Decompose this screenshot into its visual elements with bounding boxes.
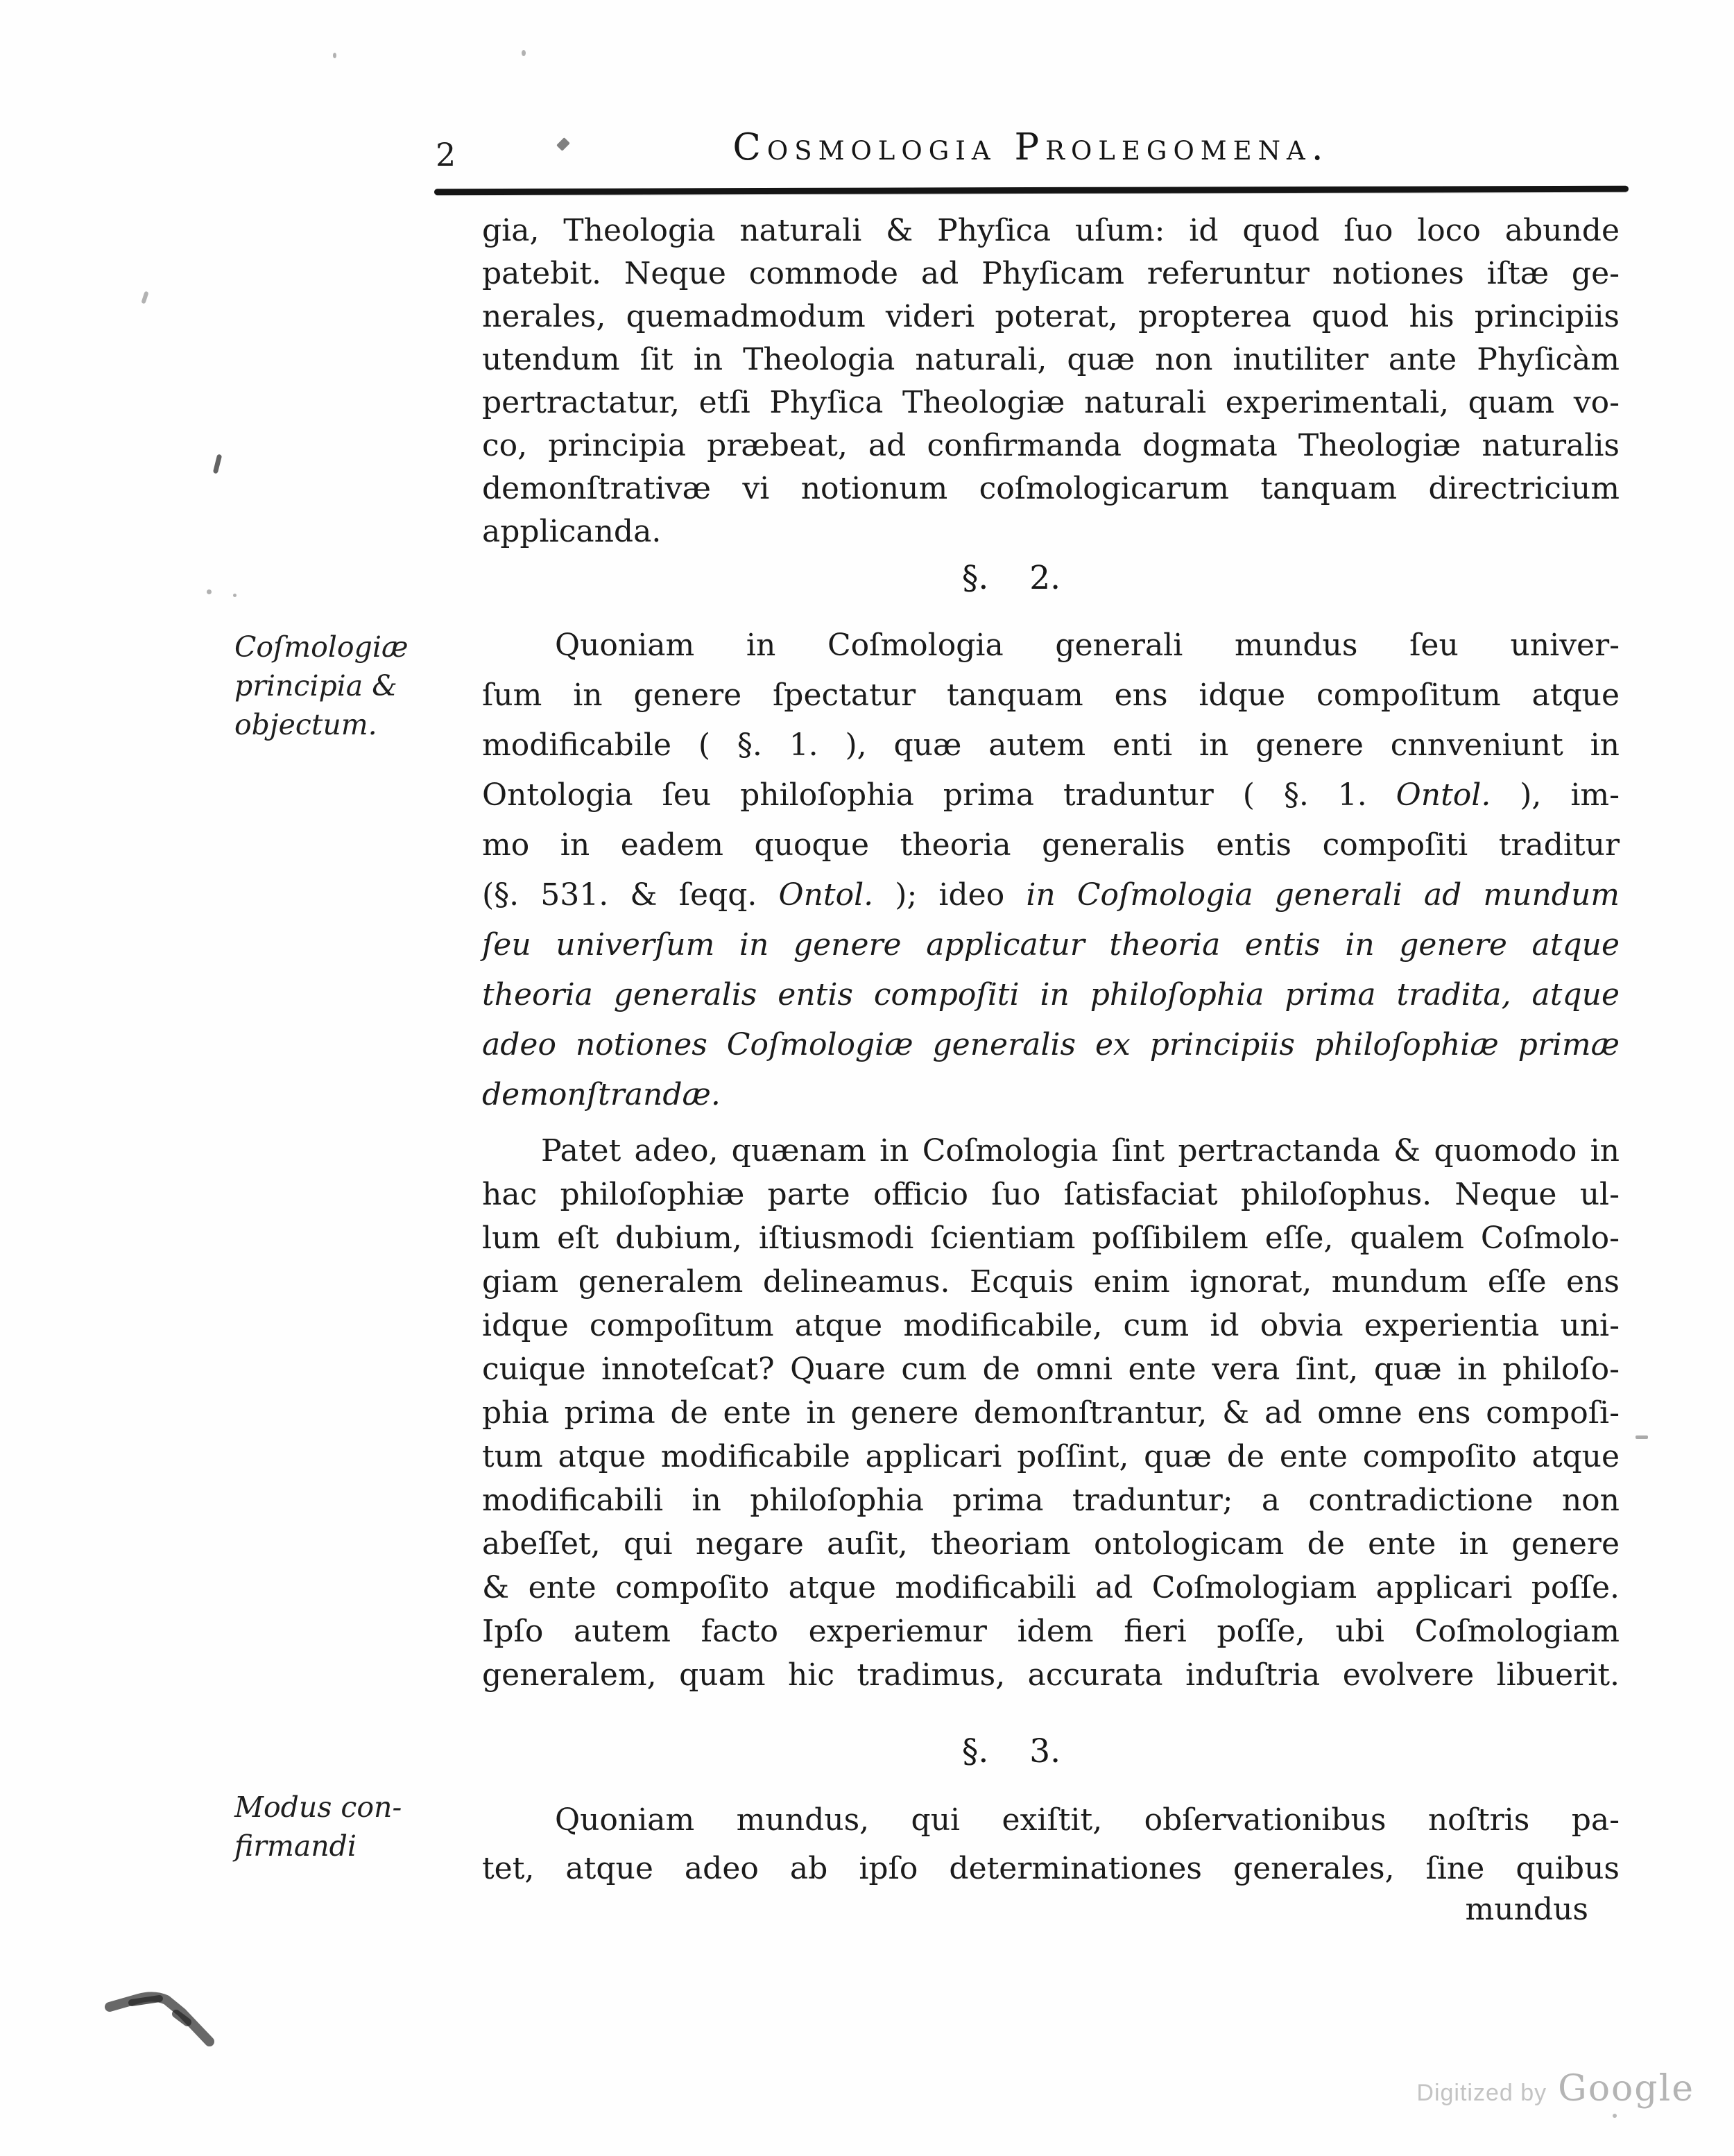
text-line: pertractatur, etſi Phyſica Theologiæ naturali experimentali, quam vo- (482, 385, 1620, 420)
google-logo: Google (1558, 2068, 1694, 2110)
digitization-watermark (1416, 2068, 1694, 2110)
text-line: patebit. Neque commode ad Phyſicam referuntur notiones iſtæ ge- (482, 256, 1620, 291)
ink-speck (233, 594, 237, 597)
text-line: cuique innoteſcat? Quare cum de omni ente vera ſint, quæ in philoſo- (482, 1352, 1620, 1387)
text-line: phia prima de ente in genere demonſtrantur, & ad omne ens compoſi- (482, 1395, 1620, 1431)
sidenote-cosmologiae-principia (234, 628, 449, 744)
text-line: ſeu univerſum in genere applicatur theoria entis in genere atque (482, 927, 1620, 963)
text-line: Quoniam in Coſmologia generali mundus ſeu univer- (555, 628, 1620, 663)
text-line: Ipſo autem facto experiemur idem fieri poſſe, ubi Coſmologiam (482, 1614, 1620, 1649)
text-line: Ontologia ſeu philoſophia prima traduntur ( §. 1. Ontol. ), im- (482, 777, 1620, 813)
text-line: generalem, quam hic tradimus, accurata induſtria evolvere libuerit. (482, 1657, 1620, 1693)
text-line: abeſſet, qui negare auſit, theoriam ontologicam de ente in genere (482, 1526, 1620, 1562)
text-line: & ente compoſito atque modificabili ad Coſmologiam applicari poſſe. (482, 1570, 1620, 1605)
text-line: applicanda. (482, 514, 662, 549)
section-2-paragraph-2 (482, 1129, 1620, 1697)
text-line: Modus con- (234, 1791, 402, 1824)
text-line: principia & (234, 669, 397, 702)
ink-speck (207, 589, 212, 594)
paragraph-intro (482, 209, 1620, 553)
section-2-heading: §. 2. (961, 559, 1061, 597)
ink-speck (213, 454, 223, 474)
ink-speck (522, 50, 526, 56)
watermark-prefix: Digitized by (1416, 2080, 1547, 2106)
running-title: Cosmologia Prolegomena. (732, 126, 1330, 169)
ink-speck (1613, 2114, 1617, 2118)
section-2-paragraph-1 (482, 621, 1620, 1120)
section-3-heading: §. 3. (961, 1732, 1061, 1770)
header-rule (434, 186, 1629, 196)
catchword: mundus (1465, 1892, 1588, 1927)
text-line: hac philoſophiæ parte officio ſuo ſatisfaciat philoſophus. Neque ul- (482, 1177, 1620, 1212)
text-line: demonſtrandæ. (482, 1077, 721, 1112)
text-line: utendum ſit in Theologia naturali, quæ non inutiliter ante Phyſicàm (482, 342, 1620, 377)
text-line: nerales, quemadmodum videri poterat, propterea quod his principiis (482, 299, 1620, 334)
text-line: tum atque modificabile applicari poſſint, quæ de ente compoſito atque (482, 1439, 1620, 1474)
section-3-paragraph (482, 1796, 1620, 1893)
text-line: co, principia præbeat, ad confirmanda dogmata Theologiæ naturalis (482, 428, 1620, 463)
ink-speck (1636, 1435, 1648, 1439)
sidenote-modus-confirmandi (234, 1788, 449, 1865)
ink-smudge (104, 1978, 243, 2054)
text-line: giam generalem delineamus. Ecquis enim ignorat, mundum eſſe ens (482, 1264, 1620, 1300)
text-line: modificabile ( §. 1. ), quæ autem enti in genere cnnveniunt in (482, 727, 1620, 763)
text-line: Quoniam mundus, qui exiſtit, obſervationibus noſtris pa- (555, 1802, 1620, 1838)
text-line: adeo notiones Coſmologiæ generalis ex principiis philoſophiæ primæ (482, 1027, 1620, 1062)
page-number: 2 (436, 136, 456, 173)
text-line: Coſmologiæ (234, 630, 409, 664)
text-line: Patet adeo, quænam in Coſmologia ſint pertractanda & quomodo in (541, 1133, 1620, 1168)
text-line: idque compoſitum atque modificabile, cum id obvia experientia uni- (482, 1308, 1620, 1343)
text-line: gia, Theologia naturali & Phyſica uſum: id quod ſuo loco abunde (482, 213, 1620, 248)
ink-speck (141, 291, 148, 304)
ink-speck (333, 53, 336, 58)
text-line: lum eſt dubium, iſtiusmodi ſcientiam poſſibilem eſſe, qualem Coſmolo- (482, 1221, 1620, 1256)
text-line: tet, atque adeo ab ipſo determinationes generales, ſine quibus (482, 1851, 1620, 1886)
text-line: theoria generalis entis compoſiti in philoſophia prima tradita, atque (482, 977, 1620, 1012)
text-line: modificabili in philoſophia prima traduntur; a contradictione non (482, 1483, 1620, 1518)
text-line: objectum. (234, 708, 377, 741)
text-line: mo in eadem quoque theoria generalis entis compoſiti traditur (482, 827, 1620, 863)
text-line: demonſtrativæ vi notionum coſmologicarum tanquam directricium (482, 471, 1620, 506)
text-line: (§. 531. & ſeqq. Ontol. ); ideo in Coſmologia generali ad mundum (482, 877, 1620, 913)
text-line: firmandi (234, 1829, 357, 1863)
text-line: ſum in genere ſpectatur tanquam ens idque compoſitum atque (482, 678, 1620, 713)
